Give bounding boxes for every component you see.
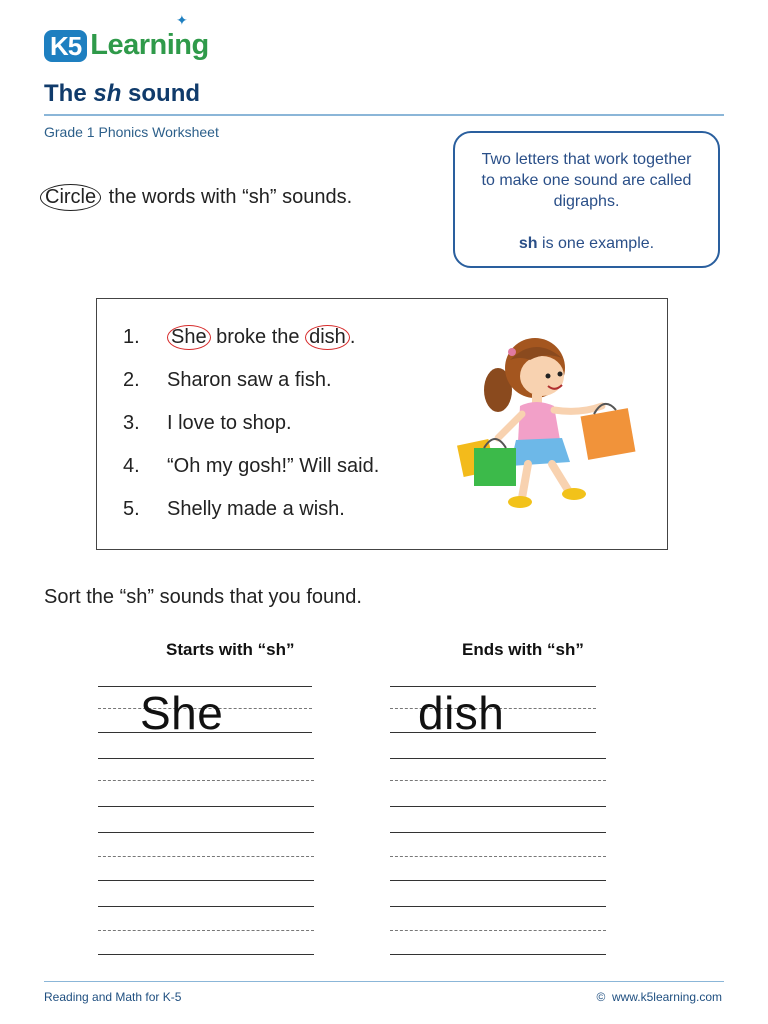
sentence-number: 2. xyxy=(123,369,140,391)
ends-with-heading: Ends with “sh” xyxy=(462,640,584,659)
digraph-info-box xyxy=(453,131,720,268)
sentence-number: 4. xyxy=(123,455,140,477)
circle-instruction xyxy=(40,184,352,211)
logo-badge: K5 xyxy=(44,30,87,62)
footer-divider xyxy=(44,981,724,982)
page-title: The sh sound xyxy=(44,80,201,107)
title-divider xyxy=(44,114,724,116)
sentence-2 xyxy=(123,369,332,392)
circled-word-dish[interactable]: dish xyxy=(305,325,350,350)
digraph-line-4: sh is one example. xyxy=(518,235,655,252)
circled-word-she[interactable]: She xyxy=(167,325,211,350)
digraph-line-2: to make one sound are called xyxy=(481,172,692,189)
sentence-1: 1. She broke the dish . xyxy=(123,326,356,348)
worksheet-subtitle: Grade 1 Phonics Worksheet xyxy=(44,124,219,140)
title-emphasis: sh xyxy=(93,80,122,107)
sentence-number: 5. xyxy=(123,498,140,520)
example-answer-dish: dish xyxy=(418,687,505,739)
circled-example-word: Circle xyxy=(40,184,101,211)
sentence-number: 3. xyxy=(123,412,140,434)
logo-word: Learning xyxy=(90,29,209,61)
sentence-text: “Oh my gosh!” Will said. xyxy=(167,455,380,477)
sentence-3 xyxy=(123,412,292,435)
footer-tagline: Reading and Math for K-5 xyxy=(44,990,182,1004)
sort-instruction: Sort the “sh” sounds that you found. xyxy=(44,586,362,608)
sentence-text: Shelly made a wish. xyxy=(167,498,345,520)
footer-website-link[interactable]: © www.k5learning.com xyxy=(596,990,722,1004)
digraph-line-3: digraphs. xyxy=(553,193,620,210)
instruction-text: the words with “sh” sounds. xyxy=(103,186,353,208)
sentence-number: 1. xyxy=(123,326,140,348)
sentence-text: Sharon saw a fish. xyxy=(167,369,332,391)
example-answer-she: She xyxy=(140,687,224,739)
sentence-text: I love to shop. xyxy=(167,412,292,434)
sentence-4 xyxy=(123,455,379,478)
logo-star-icon: ✦ xyxy=(176,12,188,28)
girl-shopping-illustration xyxy=(450,330,640,520)
k5-learning-logo xyxy=(44,12,209,62)
digraph-example: sh xyxy=(518,235,538,252)
starts-with-heading: Starts with “sh” xyxy=(166,640,295,659)
digraph-line-1: Two letters that work together xyxy=(481,151,692,168)
sentence-5 xyxy=(123,498,345,521)
